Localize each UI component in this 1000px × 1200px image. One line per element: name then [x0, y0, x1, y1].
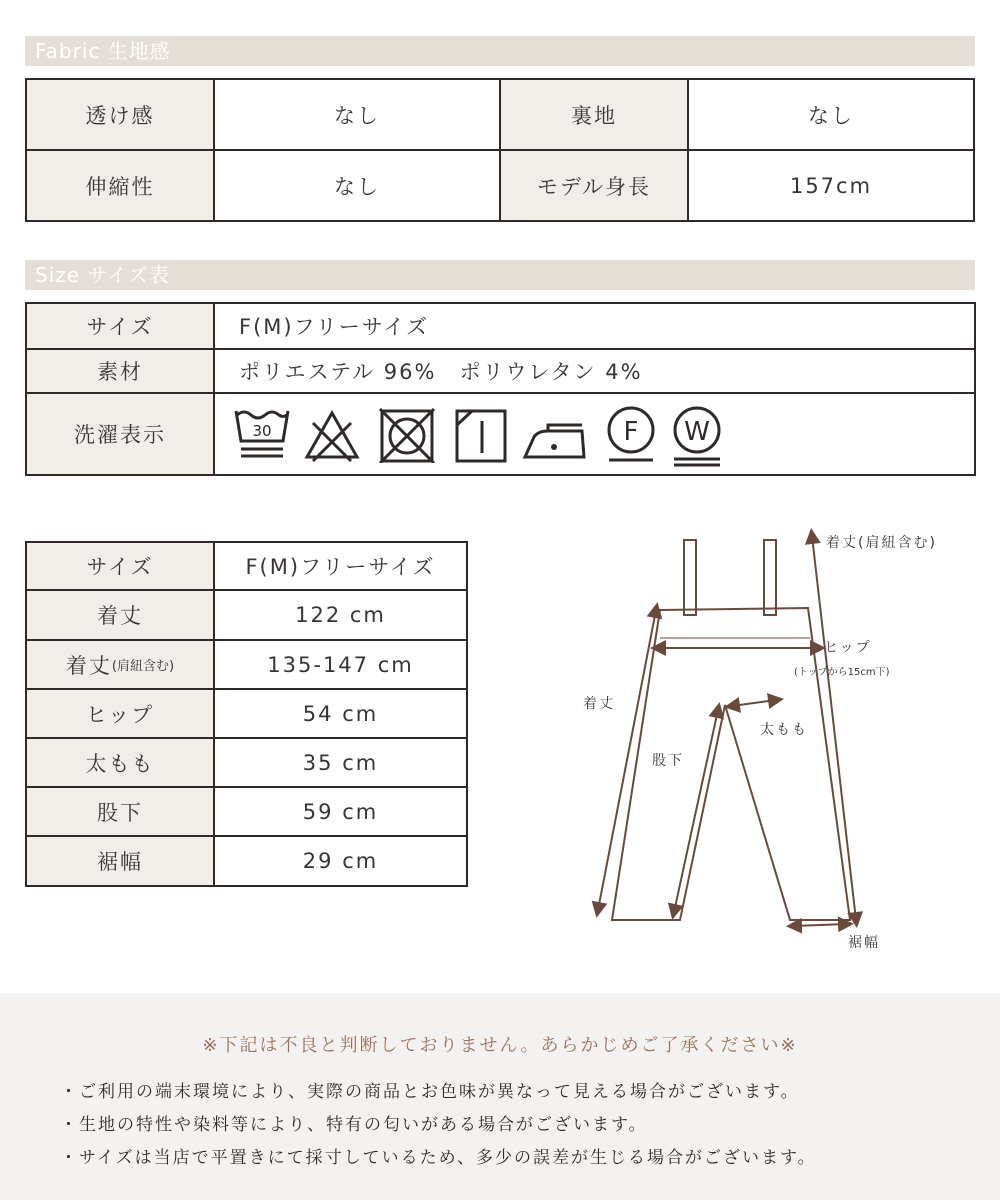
line-dry-shade-icon — [454, 403, 508, 463]
fabric-label-stretch: 伸縮性 — [25, 149, 215, 222]
label-length: 着丈 — [583, 696, 615, 712]
dry-clean-letter: F — [623, 417, 639, 447]
size-value: F(M)フリーサイズ — [213, 302, 976, 350]
size-header: Size サイズ表 — [25, 260, 975, 290]
label-hem: 裾幅 — [848, 935, 880, 951]
measure-value-hip: 54 cm — [213, 688, 468, 739]
measure-label-length-strap-main: 着丈 — [65, 653, 112, 678]
notice-line-3: ・サイズは当店で平置きにて採寸しているため、多少の誤差が生じる場合がございます。 — [60, 1148, 817, 1168]
right-strap-shape — [764, 540, 776, 615]
label-length-strap: 着丈(肩紐含む) — [826, 535, 937, 551]
fabric-value-sheer: なし — [213, 78, 501, 151]
notice-line-2: ・生地の特性や染料等により、特有の匂いがある場合がございます。 — [60, 1115, 648, 1135]
measure-label-size: サイズ — [25, 541, 215, 591]
measure-value-hem: 29 cm — [213, 835, 468, 887]
thigh-arrow — [732, 700, 776, 706]
fabric-header: Fabric 生地感 — [25, 36, 975, 66]
measure-label-length-strap — [25, 639, 215, 690]
notice-line-1: ・ご利用の端末環境により、実際の商品とお色味が異なって見える場合がございます。 — [60, 1082, 800, 1102]
measure-value-length-strap: 135-147 cm — [213, 639, 468, 690]
label-thigh: 太もも — [760, 722, 808, 738]
inseam-arrow — [674, 710, 718, 912]
fabric-value-lining: なし — [687, 78, 975, 151]
material-value: ポリエステル 96% ポリウレタン 4% — [213, 348, 976, 394]
hem-arrow — [794, 924, 846, 926]
measure-value-size: F(M)フリーサイズ — [213, 541, 468, 591]
measure-value-inseam: 59 cm — [213, 786, 468, 837]
length-strap-arrow — [812, 536, 856, 920]
wash-label: 洗濯表示 — [25, 392, 215, 476]
measure-label-thigh: 太もも — [25, 737, 215, 788]
measure-label-length: 着丈 — [25, 589, 215, 641]
iron-low-icon — [522, 403, 588, 463]
measure-value-length: 122 cm — [213, 589, 468, 641]
measure-value-thigh: 35 cm — [213, 737, 468, 788]
notice-panel — [0, 993, 1000, 1200]
label-hip-note: (トップから15cm下) — [794, 667, 890, 678]
length-arrow — [598, 610, 656, 910]
left-strap-shape — [684, 540, 696, 615]
wash-temp: 30 — [252, 422, 272, 440]
measure-label-hip: ヒップ — [25, 688, 215, 739]
wet-clean-w-icon — [668, 403, 726, 467]
no-tumble-dry-icon — [378, 403, 436, 463]
material-label: 素材 — [25, 348, 215, 394]
measure-label-hem: 裾幅 — [25, 835, 215, 887]
garment-diagram — [570, 520, 990, 970]
measure-label-inseam: 股下 — [25, 786, 215, 837]
label-hip: ヒップ — [824, 640, 872, 656]
wet-clean-letter: W — [684, 417, 710, 447]
label-inseam: 股下 — [652, 753, 684, 769]
fabric-label-model-height: モデル身長 — [499, 149, 689, 222]
fabric-value-stretch: なし — [213, 149, 501, 222]
notice-title: ※下記は不良と判断しておりません。あらかじめご了承ください※ — [202, 1035, 798, 1056]
fabric-value-model-height: 157cm — [687, 149, 975, 222]
fabric-label-lining: 裏地 — [499, 78, 689, 151]
fabric-label-sheer: 透け感 — [25, 78, 215, 151]
size-label: サイズ — [25, 302, 215, 350]
wash-30-icon — [233, 403, 291, 463]
dry-clean-f-icon — [603, 403, 659, 463]
no-bleach-icon — [303, 403, 361, 463]
measure-label-length-strap-note: (肩紐含む) — [111, 659, 175, 674]
